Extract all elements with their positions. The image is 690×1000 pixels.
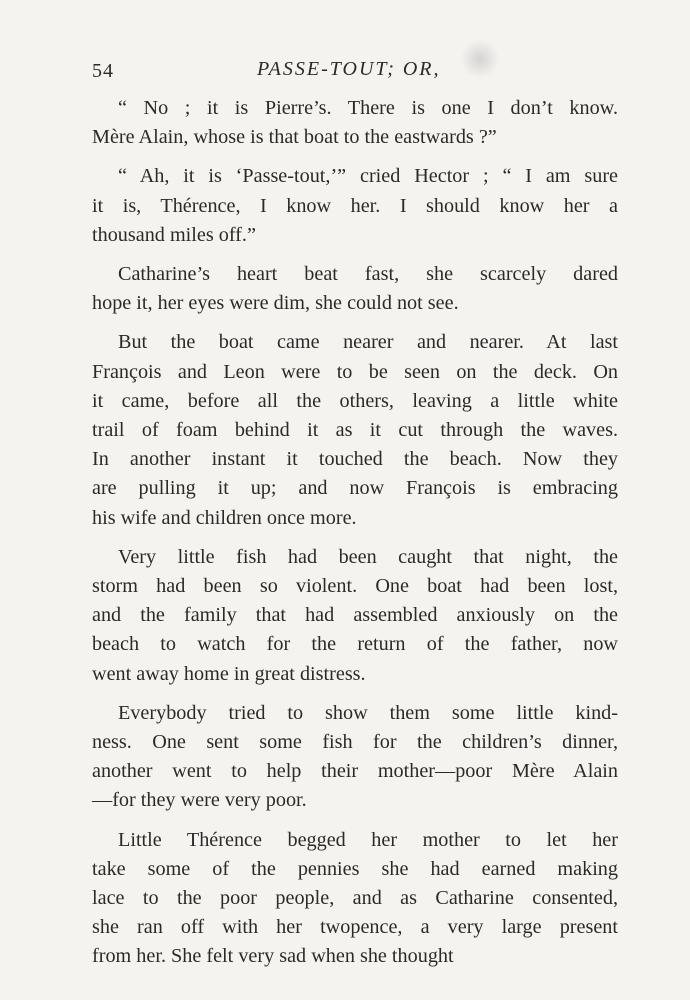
paragraph [92,543,618,689]
paragraph [92,260,618,318]
text-line: —for they were very poor. [92,789,307,812]
text-line: from her. She felt very sad when she thought [92,945,454,968]
text-line: ness. One sent some fish for the children’s dinner, [92,731,618,754]
text-line: “ No ; it is Pierre’s. There is one I don’t know. [118,97,618,119]
text-line: storm had been so violent. One boat had been lost, [92,575,618,598]
text-line: his wife and children once more. [92,506,357,529]
text-line: thousand miles off.” [92,223,256,246]
text-line: it came, before all the others, leaving a little white [92,389,618,412]
text-line: François and Leon were to be seen on the deck. On [92,360,618,383]
text-line: and the family that had assembled anxiously on the [92,604,618,627]
paragraph [92,328,618,532]
text-line: went away home in great distress. [92,662,366,685]
paragraph [92,699,618,816]
paragraph [92,162,618,250]
text-line: Catharine’s heart beat fast, she scarcely dared [118,263,618,286]
text-line: “ Ah, it is ‘Passe-tout,’” cried Hector ; “ I am sure [118,165,618,188]
text-line: another went to help their mother—poor Mère Alain [92,760,618,783]
text-line: lace to the poor people, and as Catharine consented, [92,887,618,910]
text-line: Little Thérence begged her mother to let her [118,828,618,851]
text-line: But the boat came nearer and nearer. At last [118,331,618,354]
text-line: are pulling it up; and now François is embracing [92,477,618,500]
text-line: In another instant it touched the beach. Now they [92,448,618,471]
text-line: Very little fish had been caught that night, the [118,545,618,568]
text-line: Everybody tried to show them some little kind- [118,701,618,724]
text-line: she ran off with her twopence, a very large present [92,916,618,939]
text-line: Mère Alain, whose is that boat to the eastwards ?” [92,126,497,149]
body-text [92,94,618,972]
book-page [92,54,618,982]
running-title: PASSE-TOUT; OR, [257,58,441,80]
text-line: beach to watch for the return of the father, now [92,633,618,656]
text-line: take some of the pennies she had earned making [92,857,618,880]
paragraph [92,826,618,972]
text-line: trail of foam behind it as it cut through the waves. [92,419,618,442]
text-line: hope it, her eyes were dim, she could not see. [92,292,459,315]
paragraph [92,94,618,152]
page-number: 54 [92,60,114,82]
page-header [92,54,618,90]
text-line: it is, Thérence, I know her. I should know her a [92,194,618,217]
